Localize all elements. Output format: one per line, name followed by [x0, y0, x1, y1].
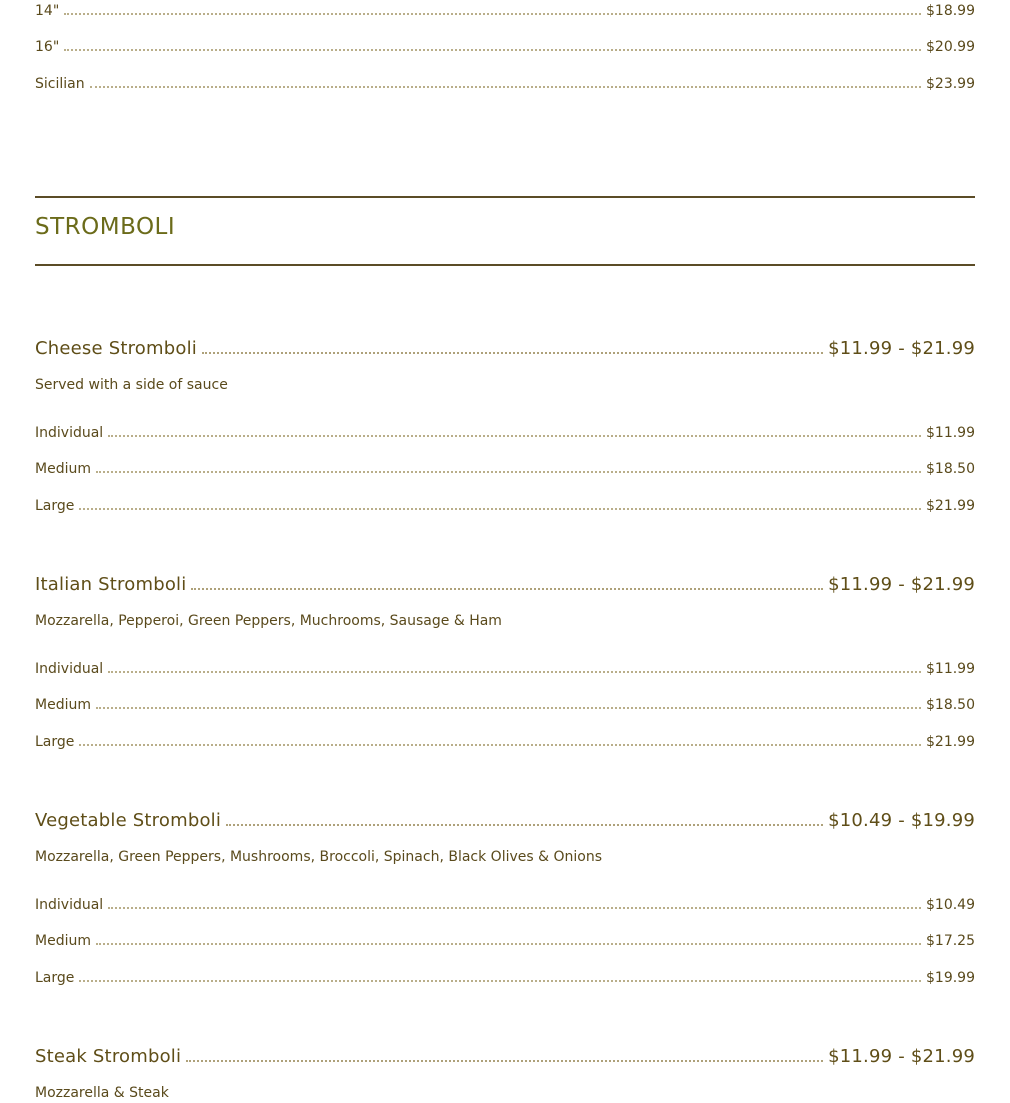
item-price-range: $11.99 - $21.99 — [828, 1046, 975, 1067]
size-price: $23.99 — [926, 76, 975, 92]
dot-leader — [96, 706, 921, 709]
size-label: 16" — [35, 39, 60, 55]
section-bottom-divider — [35, 264, 975, 266]
dot-leader — [64, 12, 921, 15]
size-price: $20.99 — [926, 39, 975, 55]
dot-leader — [202, 351, 823, 354]
item-name: Cheese Stromboli — [35, 338, 197, 359]
item-size-row — [35, 933, 975, 949]
pizza-size-row — [35, 3, 975, 19]
size-label: Large — [35, 734, 75, 750]
dot-leader — [79, 743, 921, 746]
menu-item-header — [35, 574, 975, 595]
item-size-row — [35, 970, 975, 986]
item-description: Served with a side of sauce — [35, 377, 228, 393]
menu-item-header — [35, 1046, 975, 1067]
pizza-size-row — [35, 76, 975, 92]
dot-leader — [226, 823, 823, 826]
dot-leader — [79, 979, 921, 982]
size-label: Large — [35, 498, 75, 514]
size-price: $11.99 — [926, 661, 975, 677]
item-price-range: $11.99 - $21.99 — [828, 338, 975, 359]
item-description: Mozzarella, Green Peppers, Mushrooms, Broccoli, Spinach, Black Olives & Onions — [35, 849, 603, 865]
item-size-row — [35, 734, 975, 750]
size-label: Medium — [35, 933, 91, 949]
item-size-row — [35, 461, 975, 477]
section-title: STROMBOLI — [35, 214, 176, 240]
size-label: 14" — [35, 3, 60, 19]
dot-leader — [90, 85, 921, 88]
item-size-row — [35, 498, 975, 514]
size-label: Medium — [35, 697, 91, 713]
dot-leader — [191, 587, 823, 590]
size-price: $19.99 — [926, 970, 975, 986]
item-name: Vegetable Stromboli — [35, 810, 222, 831]
size-price: $17.25 — [926, 933, 975, 949]
dot-leader — [96, 942, 921, 945]
size-price: $11.99 — [926, 425, 975, 441]
dot-leader — [186, 1059, 823, 1062]
item-name: Italian Stromboli — [35, 574, 187, 595]
size-label: Medium — [35, 461, 91, 477]
item-size-row — [35, 661, 975, 677]
dot-leader — [96, 470, 921, 473]
item-size-row — [35, 425, 975, 441]
item-description: Mozzarella, Pepperoi, Green Peppers, Muchrooms, Sausage & Ham — [35, 613, 502, 629]
dot-leader — [108, 670, 921, 673]
dot-leader — [108, 906, 921, 909]
size-price: $18.50 — [926, 697, 975, 713]
menu-item-header — [35, 338, 975, 359]
size-label: Individual — [35, 425, 104, 441]
pizza-size-row — [35, 39, 975, 55]
item-description: Mozzarella & Steak — [35, 1085, 169, 1101]
dot-leader — [64, 48, 921, 51]
item-price-range: $11.99 - $21.99 — [828, 574, 975, 595]
item-size-row — [35, 897, 975, 913]
size-price: $18.50 — [926, 461, 975, 477]
item-name: Steak Stromboli — [35, 1046, 182, 1067]
size-price: $10.49 — [926, 897, 975, 913]
size-label: Individual — [35, 661, 104, 677]
dot-leader — [108, 434, 921, 437]
menu-item-header — [35, 810, 975, 831]
size-label: Sicilian — [35, 76, 85, 92]
size-label: Large — [35, 970, 75, 986]
item-price-range: $10.49 - $19.99 — [828, 810, 975, 831]
size-price: $21.99 — [926, 734, 975, 750]
section-top-divider — [35, 196, 975, 198]
size-price: $21.99 — [926, 498, 975, 514]
dot-leader — [79, 507, 921, 510]
size-label: Individual — [35, 897, 104, 913]
item-size-row — [35, 697, 975, 713]
size-price: $18.99 — [926, 3, 975, 19]
